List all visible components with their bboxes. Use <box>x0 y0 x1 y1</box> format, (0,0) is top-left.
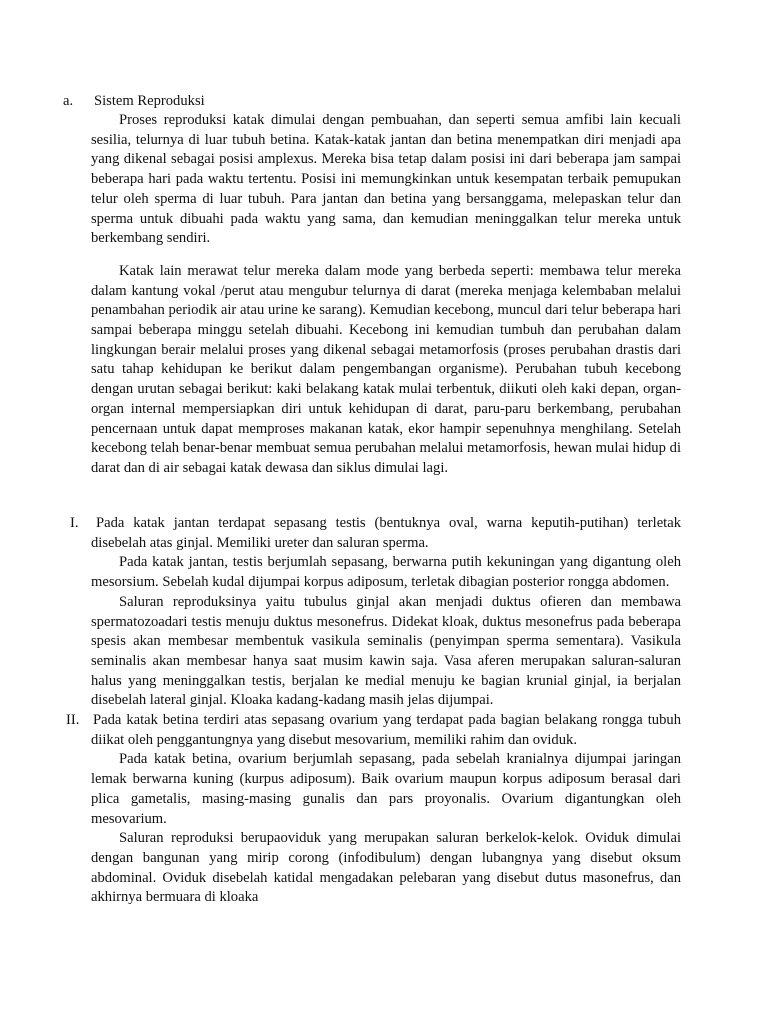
paragraph-male-testis: Pada katak jantan, testis berjumlah sepasang, berwarna putih kekuningan yang digantung oleh mesorsium. Sebelah kudal dijumpai korpus adiposum, terletak dibagian posterior rongga abdomen. <box>91 554 681 591</box>
list-item-lead: Pada katak betina terdiri atas sepasang ovarium yang terdapat pada bagian belakang rongga tubuh diikat oleh penggantungnya yang disebut mesovarium, memiliki rahim dan oviduk. <box>91 712 681 748</box>
section-marker: a. <box>63 93 74 109</box>
list-item-female <box>66 711 681 908</box>
paragraph-tadpole-metamorphosis: Katak lain merawat telur mereka dalam mode yang berbeda seperti: membawa telur mereka dalam kantung vokal /perut atau mengubur telurnya di darat (mereka menjaga kelembaban melalui penambahan periodik air atau urine ke sarang). Kemudian kecebong, muncul dari telur beberapa hari sampai beberapa minggu setelah dibuahi. Kecebong ini kemudian tumbuh dan perubahan dalam lingkungan berair melalui proses yang dikenal sebagai metamorfosis (proses perubahan drastis dari satu tahap kehidupan ke berikut dalam pengembangan organisme). Perubahan tubuh kecebong dengan urutan sebagai berikut: kaki belakang katak mulai terbentuk, diikuti oleh kaki depan, organ-organ internal mempersiapkan diri untuk kehidupan di darat, paru-paru berkembang, perubahan pencernaan untuk dapat memproses makanan katak, ekor hampir sepenuhnya menghilang. Setelah kecebong telah benar-benar membuat semua perubahan melalui metamorfosis, hewan mulai hidup di darat dan di air sebagai katak dewasa dan siklus dimulai lagi. <box>91 262 681 476</box>
section-a-body <box>91 111 681 479</box>
paragraph-female-ovary: Pada katak betina, ovarium berjumlah sepasang, pada sebelah kranialnya dijumpai jaringan lemak berwarna kuning (kurpus adiposum). Baik ovarium maupun korpus adiposum berasal dari plica gametalis, masing-masing gunalis dan pars proyonalis. Ovarium digantungkan oleh mesovarium. <box>91 751 681 827</box>
paragraph-male-ducts: Saluran reproduksinya yaitu tubulus ginjal akan menjadi duktus ofieren dan membawa spermatozoadari testis menuju duktus mesonefrus. Didekat kloak, duktus mesonefrus pada beberapa spesis akan membesar membentuk vasikula seminalis (penyimpan sperma sementara). Vasikula seminalis akan membesar hanya saat musim kawin saja. Vasa aferen merupakan saluran-saluran halus yang meninggalkan testis, berjalan ke medial menuju ke bagian krunial ginjal, ia berjalan disebelah lateral ginjal. Kloaka kadang-kadang masih jelas dijumpai. <box>91 593 681 709</box>
numbered-list <box>66 514 681 908</box>
section-heading <box>63 92 205 112</box>
list-number: II. <box>66 712 80 729</box>
list-item-male <box>70 514 681 711</box>
paragraph-female-oviduct: Saluran reproduksi berupaoviduk yang merupakan saluran berkelok-kelok. Oviduk dimulai dengan bangunan yang mirip corong (infodibulum) dengan lubangnya yang disebut oksum abdominal. Oviduk disebelah katidal mengadakan pelebaran yang disebut dutus masonefrus, dan akhirnya bermuara di kloaka <box>91 830 681 906</box>
section-title: Sistem Reproduksi <box>94 93 205 109</box>
list-item-lead: Pada katak jantan terdapat sepasang testis (bentuknya oval, warna keputih-putihan) terletak disebelah atas ginjal. Memiliki ureter dan saluran sperma. <box>91 515 681 551</box>
paragraph-reproduction-process: Proses reproduksi katak dimulai dengan pembuahan, dan seperti semua amfibi lain kecuali sesilia, telurnya di luar tubuh betina. Katak-katak jantan dan betina menempatkan diri menjadi apa yang dikenal sebagai posisi amplexus. Mereka bisa tetap dalam posisi ini dari beberapa jam sampai beberapa hari pada waktu tertentu. Posisi ini memungkinkan untuk kesempatan terbaik pemupukan telur oleh sperma di luar tubuh. Para jantan dan betina yang bersanggama, melepaskan telur dan sperma untuk dibuahi pada waktu yang sama, dan kemudian meninggalkan telur mereka untuk berkembang sendiri. <box>91 112 681 247</box>
list-number: I. <box>70 515 79 531</box>
